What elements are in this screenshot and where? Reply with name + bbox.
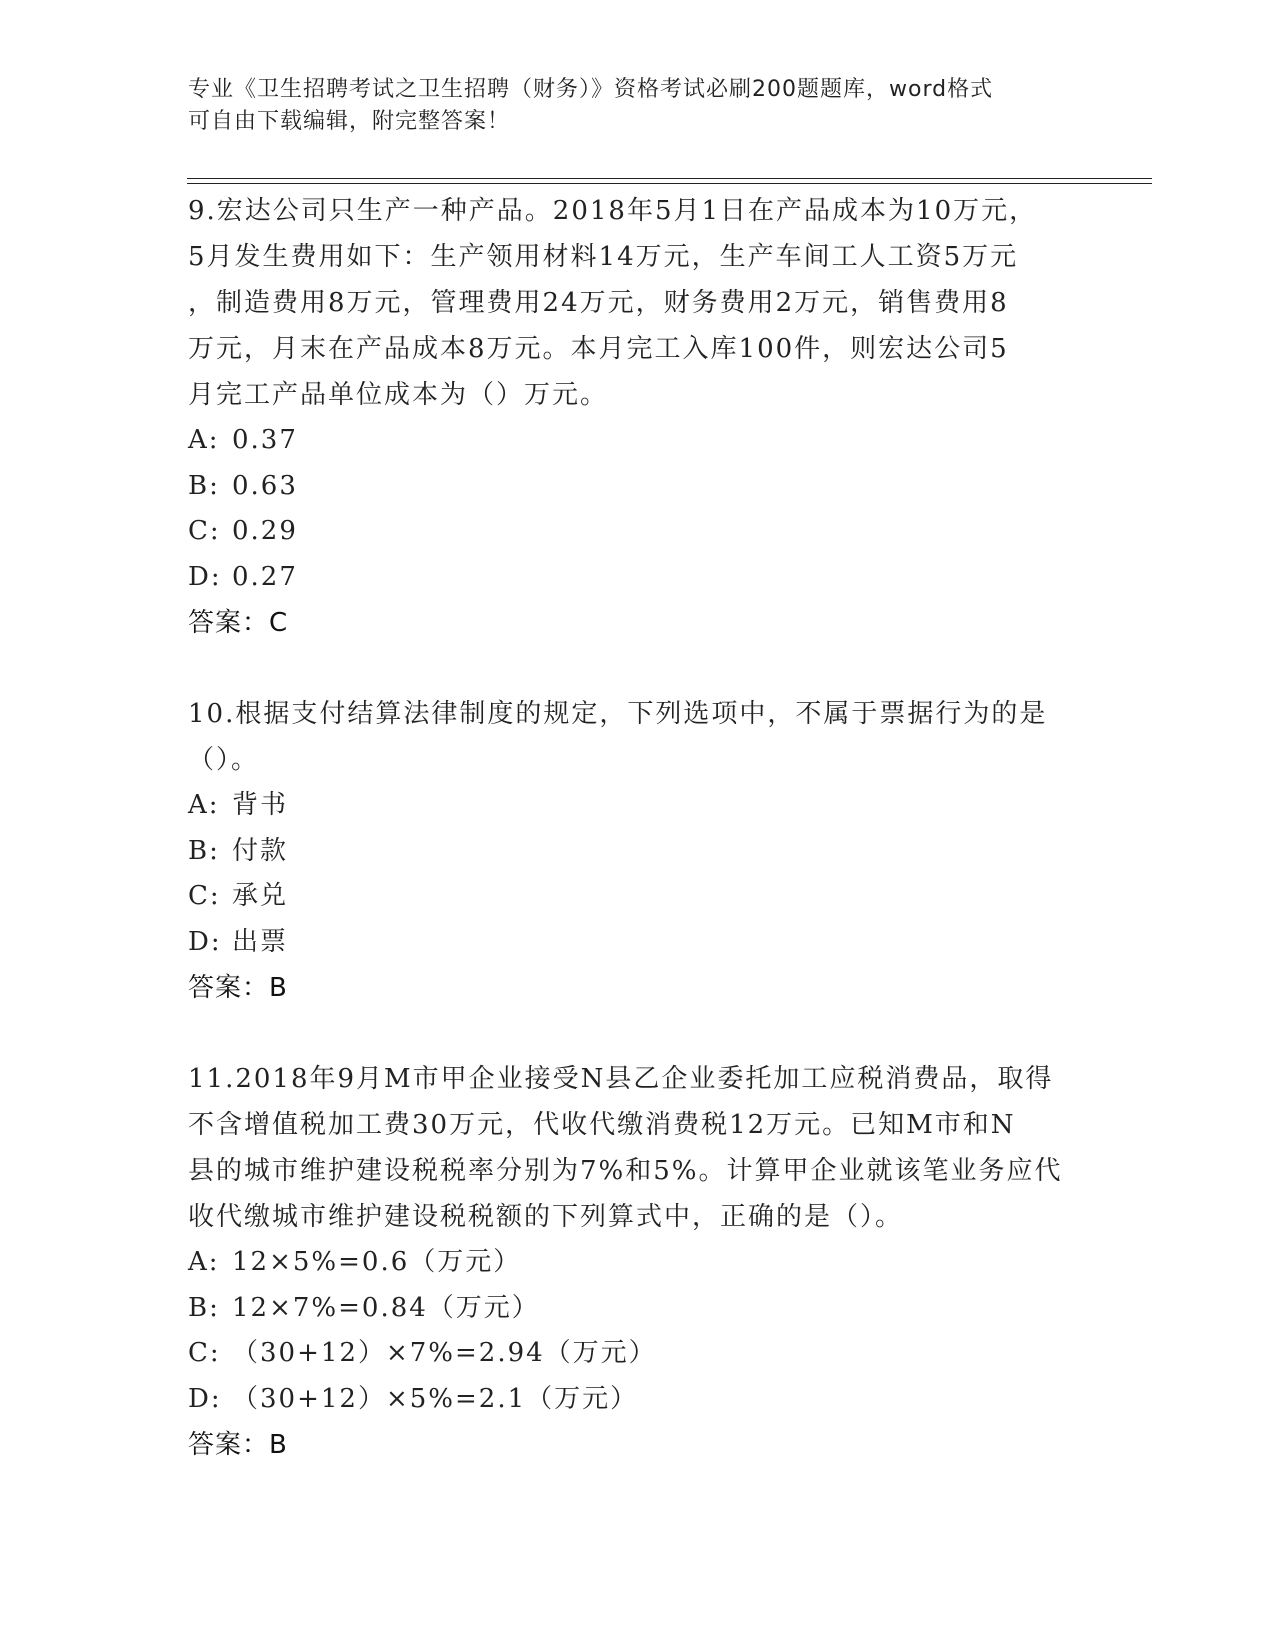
header-divider-bottom: [187, 183, 1152, 184]
option-b: [188, 1286, 1088, 1332]
document-header: [188, 74, 1068, 138]
answer-line: 答案：B: [188, 1430, 288, 1460]
option-text: 付款: [232, 835, 289, 866]
question-item: [188, 691, 1088, 1011]
question-list: [188, 188, 1088, 1468]
question-text-line: 11.2018年9月M市甲企业接受N县乙企业委托加工应税消费品，取得: [188, 1064, 1054, 1094]
option-b: [188, 464, 1088, 510]
option-text: 12×7%=0.84（万元）: [232, 1292, 540, 1323]
option-label: C:: [188, 1338, 221, 1368]
option-label: B:: [188, 470, 220, 501]
option-text: 出票: [232, 926, 289, 957]
header-line-1: 专业《卫生招聘考试之卫生招聘（财务）》资格考试必刷200题题库，word格式: [188, 77, 994, 102]
option-d: [188, 555, 1088, 601]
question-text-line: 万元，月末在产品成本8万元。本月完工入库100件，则宏达公司5: [188, 334, 1009, 364]
question-text-line: 收代缴城市维护建设税税额的下列算式中，正确的是（）。: [188, 1202, 904, 1232]
question-item: [188, 1056, 1088, 1468]
option-c: [188, 1331, 1088, 1377]
option-label: A:: [188, 1247, 220, 1277]
option-c: [188, 509, 1088, 555]
question-text-line: 5月发生费用如下：生产领用材料14万元，生产车间工人工资5万元: [188, 242, 1019, 272]
option-text: 12×5%=0.6（万元）: [232, 1247, 522, 1277]
question-text-line: 10.根据支付结算法律制度的规定，下列选项中，不属于票据行为的是: [188, 699, 1048, 729]
option-b: [188, 829, 1088, 875]
option-c: [188, 874, 1088, 920]
option-label: C:: [188, 881, 221, 911]
option-a: [188, 783, 1088, 829]
answer-line: 答案：C: [188, 608, 289, 638]
option-label: A:: [188, 790, 220, 820]
option-d: [188, 1377, 1088, 1423]
option-text: 0.37: [232, 425, 298, 455]
option-a: [188, 1240, 1088, 1286]
question-spacer: [188, 646, 1088, 691]
header-divider-top: [187, 178, 1152, 179]
option-label: D:: [188, 926, 222, 957]
option-label: B:: [188, 835, 220, 866]
option-text: 承兑: [232, 881, 289, 911]
option-label: A:: [188, 425, 220, 455]
option-d: [188, 920, 1088, 966]
question-text-line: （）。: [188, 745, 260, 775]
answer-line: 答案：B: [188, 973, 288, 1003]
option-text: 0.27: [232, 561, 298, 592]
option-text: 背书: [232, 790, 289, 820]
question-text-line: 月完工产品单位成本为（）万元。: [188, 380, 609, 410]
question-text-line: 9.宏达公司只生产一种产品。2018年5月1日在产品成本为10万元，: [188, 196, 1038, 226]
option-label: C:: [188, 516, 221, 546]
option-label: B:: [188, 1292, 220, 1323]
option-text: 0.29: [232, 516, 298, 546]
header-line-2: 可自由下载编辑，附完整答案！: [188, 109, 511, 134]
option-label: D:: [188, 1383, 222, 1414]
question-item: [188, 188, 1088, 646]
option-label: D:: [188, 561, 222, 592]
option-text: （30+12）×7%=2.94（万元）: [232, 1338, 657, 1368]
option-text: 0.63: [232, 470, 298, 501]
option-a: [188, 418, 1088, 464]
question-text-line: 不含增值税加工费30万元，代收代缴消费税12万元。已知M市和N: [188, 1110, 1016, 1140]
question-spacer: [188, 1011, 1088, 1056]
option-text: （30+12）×5%=2.1（万元）: [232, 1383, 639, 1414]
question-text-line: ，制造费用8万元，管理费用24万元，财务费用2万元，销售费用8: [188, 288, 1009, 318]
question-text-line: 县的城市维护建设税税率分别为7%和5%。计算甲企业就该笔业务应代: [188, 1156, 1063, 1186]
